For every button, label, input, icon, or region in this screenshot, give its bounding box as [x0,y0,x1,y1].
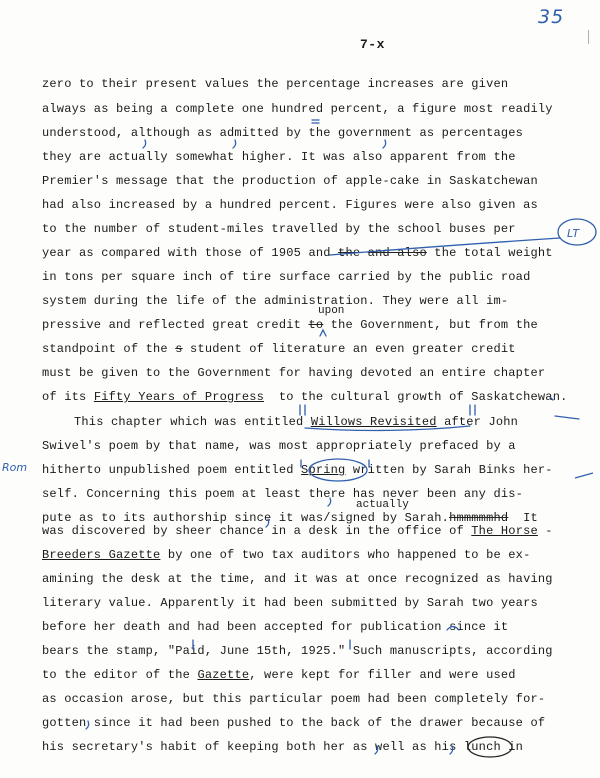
text-line: must be given to the Government for having devoted an entire chapter [42,366,546,380]
deletion-stroke-icon [330,238,560,255]
struck-letter: s [175,342,183,356]
struck-word: to [308,318,324,332]
book-title: Fifty Years of Progress [93,390,265,404]
curve-mark-icon [447,627,459,631]
margin-note-lt: LT [567,227,580,240]
publication-title: Breeders Gazette [42,548,161,562]
comma-mark-icon [86,721,89,729]
text-line: pressive and reflected great credit to the Government, but from the [42,318,538,332]
text-line: before her death and had been accepted for publication since it [42,620,509,634]
comma-mark-icon [266,519,269,527]
underline-mark-icon [305,426,470,430]
text-line: Swivel's poem by that name, was most appropriately prefaced by a [42,439,516,453]
text-line: his secretary's habit of keeping both her as well as his lunch in [42,740,524,754]
text-line: standpoint of the s student of literature an even greater credit [42,342,516,356]
comma-mark-icon [233,140,236,148]
comma-mark-icon [328,498,331,506]
lunch-circle-icon [468,737,512,757]
comma-mark-icon [383,140,386,148]
text-line: to the editor of the Gazette, were kept for filler and were used [42,668,516,682]
margin-arrow-icon [555,416,579,419]
text-line: they are actually somewhat higher. It was also apparent from the [42,150,516,164]
text-line: was discovered by sheer chance in a desk in the office of The Horse - [42,524,553,538]
text-line: amining the desk at the time, and it was at once recognized as having [42,572,553,586]
inserted-word: actually [356,499,409,511]
margin-note-rom: Rom [2,461,28,474]
close-quote-icon [470,405,475,415]
text-line: system during the life of the administration. They were all im- [42,294,509,308]
text-line: as occasion arose, but this particular poem had been completely for- [42,692,546,706]
margin-tick-icon [575,473,593,478]
open-quote-icon [300,405,305,415]
text-line: year as compared with those of 1905 and the and also the total weight [42,246,553,260]
text-line: gotten since it had been pushed to the back of the drawer because of [42,716,546,730]
text-line: pute as to its authorship since it was/signed by Sarah.hmmmmmhd It [42,511,538,525]
text-line: bears the stamp, "Paid, June 15th, 1925." Such manuscripts, according [42,644,553,658]
poem-title: Spring [301,463,346,477]
text-line: always as being a complete one hundred percent, a figure most readily [42,102,553,116]
text-line: in tons per square inch of tire surface carried by the public road [42,270,531,284]
comma-mark-icon [450,746,453,754]
comma-mark-icon [143,140,146,148]
comma-mark-icon [375,746,378,754]
handwritten-page-number: 35 [538,6,565,28]
text-line: had also increased by a hundred percent. Figures were also given as [42,198,538,212]
text-line: Breeders Gazette by one of two tax auditors who happened to be ex- [42,548,531,562]
text-line: understood, although as admitted by the government as percentages [42,126,524,140]
text-line: self. Concerning this poem at least there has never been any dis- [42,487,524,501]
struck-word: hmmmmmhd [449,511,509,525]
chapter-title: Willows Revisited [310,415,437,429]
publication-title: Gazette [197,668,250,682]
struck-word: the [338,246,361,260]
text-line: zero to their present values the percentage increases are given [42,77,509,91]
text-line: of its Fifty Years of Progress to the cultural growth of Saskatchewan. [42,390,568,404]
page-number: 7-x [360,37,385,52]
equals-mark-icon [312,120,319,123]
struck-phrase: and also [367,246,427,260]
spring-circle-icon [309,459,367,481]
text-line: hitherto unpublished poem entitled Spring written by Sarah Binks her- [42,463,553,477]
period-mark-icon [550,397,553,400]
text-line: This chapter which was entitled Willows Revisited after John [74,415,519,429]
text-line: Premier's message that the production of apple-cake in Saskatchewan [42,174,538,188]
publication-title: The Horse [471,524,538,538]
text-line: literary value. Apparently it had been submitted by Sarah two years [42,596,538,610]
caret-icon [320,330,326,336]
text-line: to the number of student-miles travelled by the school buses per [42,222,516,236]
inserted-word: upon [318,305,345,317]
